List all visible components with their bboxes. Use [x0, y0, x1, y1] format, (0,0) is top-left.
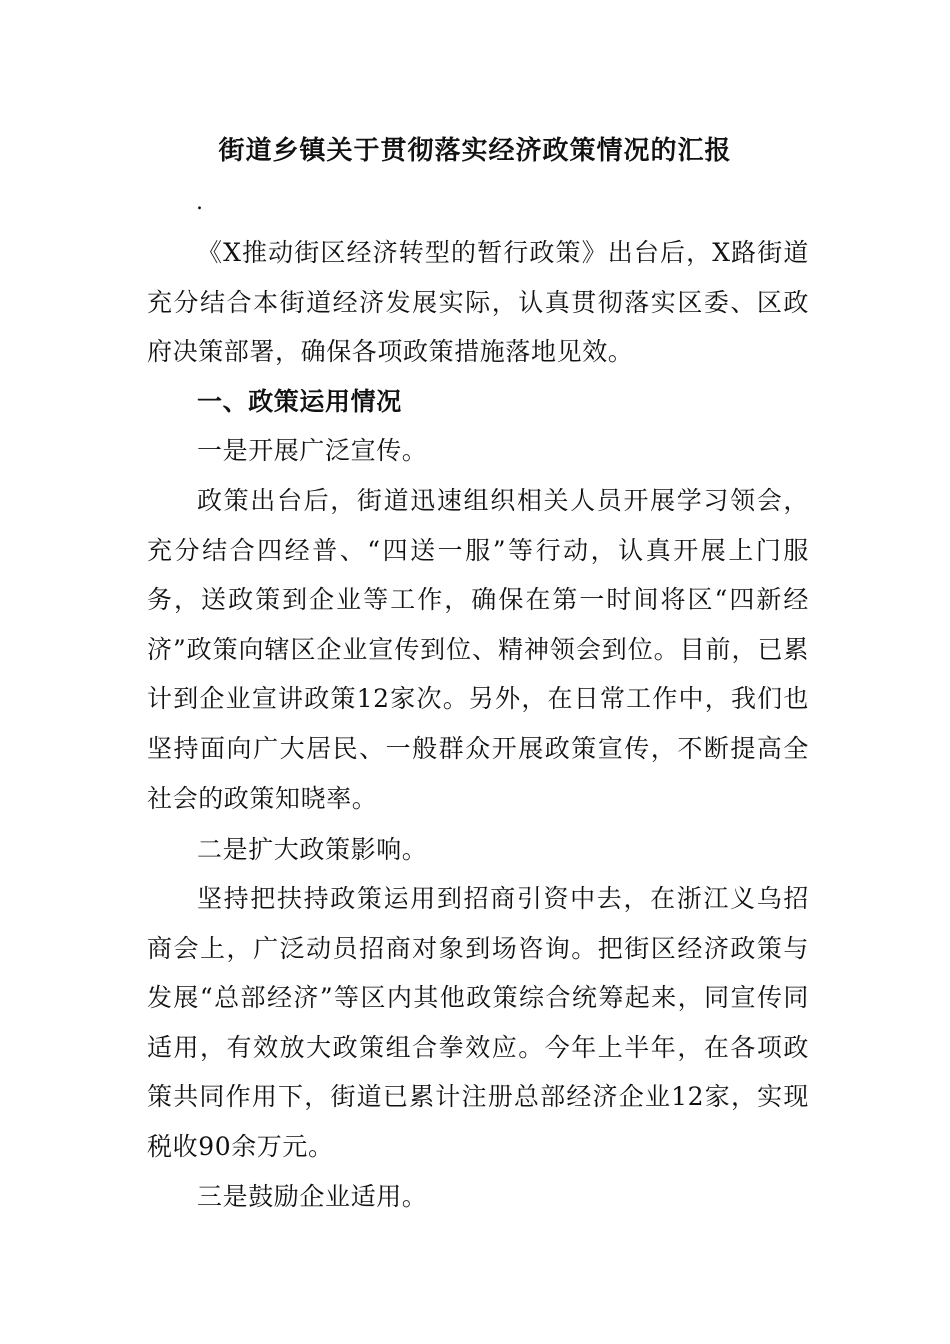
publicity-paragraph: 政策出台后，街道迅速组织相关人员开展学习领会，充分结合四经普、“四送一服”等行动，认真开展上门服务，送政策到企业等工作，确保在第一时间将区“四新经济”政策向辖区企业宣传到位、精神领会到位。目前，已累计到企业宣讲政策12家次。另外，在日常工作中，我们也坚持面向广大居民、一般群众开展政策宣传，不断提高全社会的政策知晓率。 [147, 486, 809, 813]
subheading-expand-influence: 二是扩大政策影响。 [197, 835, 428, 864]
subheading-encourage-enterprises: 三是鼓励企业适用。 [197, 1182, 428, 1211]
expand-influence-paragraph: 坚持把扶持政策运用到招商引资中去，在浙江义乌招商会上，广泛动员招商对象到场咨询。把街区经济政策与发展“总部经济”等区内其他政策综合统筹起来，同宣传同适用，有效放大政策组合拳效应。今年上半年，在各项政策共同作用下，街道已累计注册总部经济企业12家，实现税收90余万元。 [147, 884, 809, 1161]
stray-dot: . [196, 190, 203, 215]
section-heading-policy-usage: 一、政策运用情况 [197, 387, 402, 416]
subheading-publicity: 一是开展广泛宣传。 [197, 436, 428, 465]
intro-paragraph: 《X推动街区经济转型的暂行政策》出台后，X路街道充分结合本街道经济发展实际，认真贯彻落实区委、区政府决策部署，确保各项政策措施落地见效。 [147, 238, 809, 367]
document-title: 街道乡镇关于贯彻落实经济政策情况的汇报 [218, 136, 732, 166]
